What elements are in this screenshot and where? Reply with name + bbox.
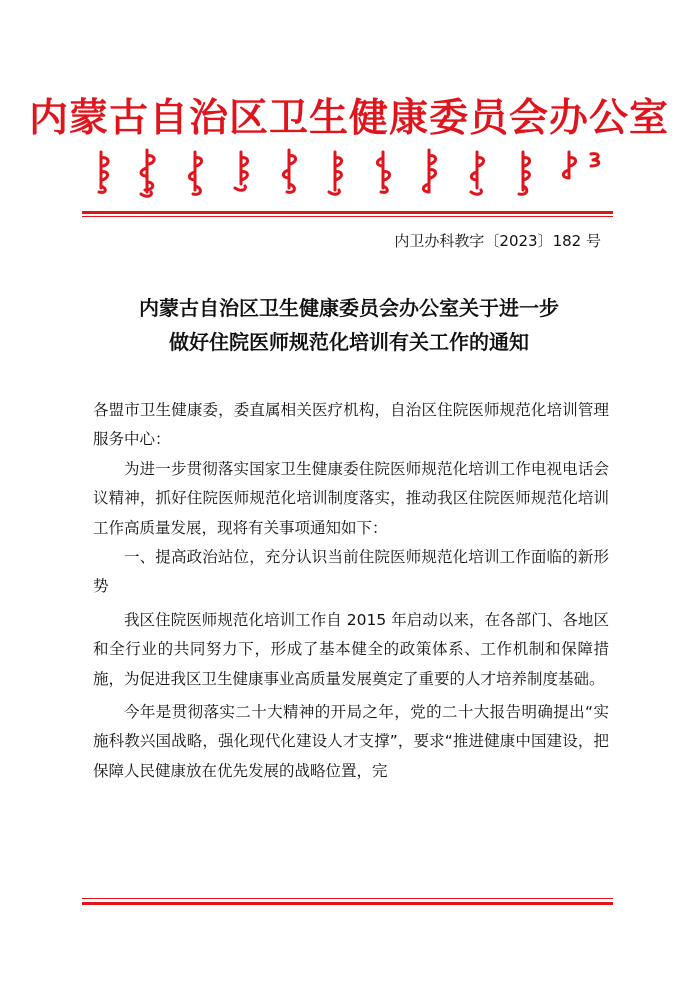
bottom-divider-thin [82,898,613,899]
document-title-line-2: 做好住院医师规范化培训有关工作的通知 [169,330,529,354]
mongolian-word [519,152,530,194]
mongolian-word [283,150,295,192]
mongolian-word [189,152,201,194]
mongolian-word [471,152,484,194]
bottom-divider-thick [82,902,613,905]
section-heading-1: 一、提高政治站位，充分认识当前住院医师规范化培训工作面临的新形势 [93,548,609,596]
document-body [93,396,609,786]
mongolian-word [563,152,575,178]
paragraph-intro: 为进一步贯彻落实国家卫生健康委住院医师规范化培训工作电视电话会议精神，抓好住院医师规范化培训制度落实，推动我区住院医师规范化培训工作高质量发展，现将有关事项通知如下： [93,459,609,537]
mongolian-script-icon [95,148,605,200]
paragraph-current-year: 今年是贯彻落实二十大精神的开局之年，党的二十大报告明确提出“实施科教兴国战略，强化现代化建设人才支撑”，要求“推进健康中国建设，把保障人民健康放在优先发展的战略位置，完 [93,703,609,780]
mongolian-word [591,154,599,166]
letterhead-title: 内蒙古自治区卫生健康委员会办公室 [28,95,669,141]
top-divider-thin [82,216,613,217]
mongolian-word [329,152,342,194]
mongolian-word [377,152,389,192]
mongolian-word [235,152,248,190]
addressee: 各盟市卫生健康委，委直属相关医疗机构，自治区住院医师规范化培训管理服务中心： [93,401,609,449]
document-title-line-1: 内蒙古自治区卫生健康委员会办公室关于进一步 [139,296,559,320]
paragraph-background: 我区住院医师规范化培训工作自 2015 年启动以来，在各部门、各地区和全行业的共同努力下，形成了基本健全的政策体系、工作机制和保障措施，为促进我区卫生健康事业高质量发展奠定了重要的人才培养制度基础。 [93,610,609,688]
top-divider-thick [82,211,613,214]
document-number: 内卫办科教字〔2023〕182 号 [394,232,601,250]
mongolian-word [423,150,435,192]
mongolian-word [141,150,154,196]
mongolian-word [99,152,108,192]
